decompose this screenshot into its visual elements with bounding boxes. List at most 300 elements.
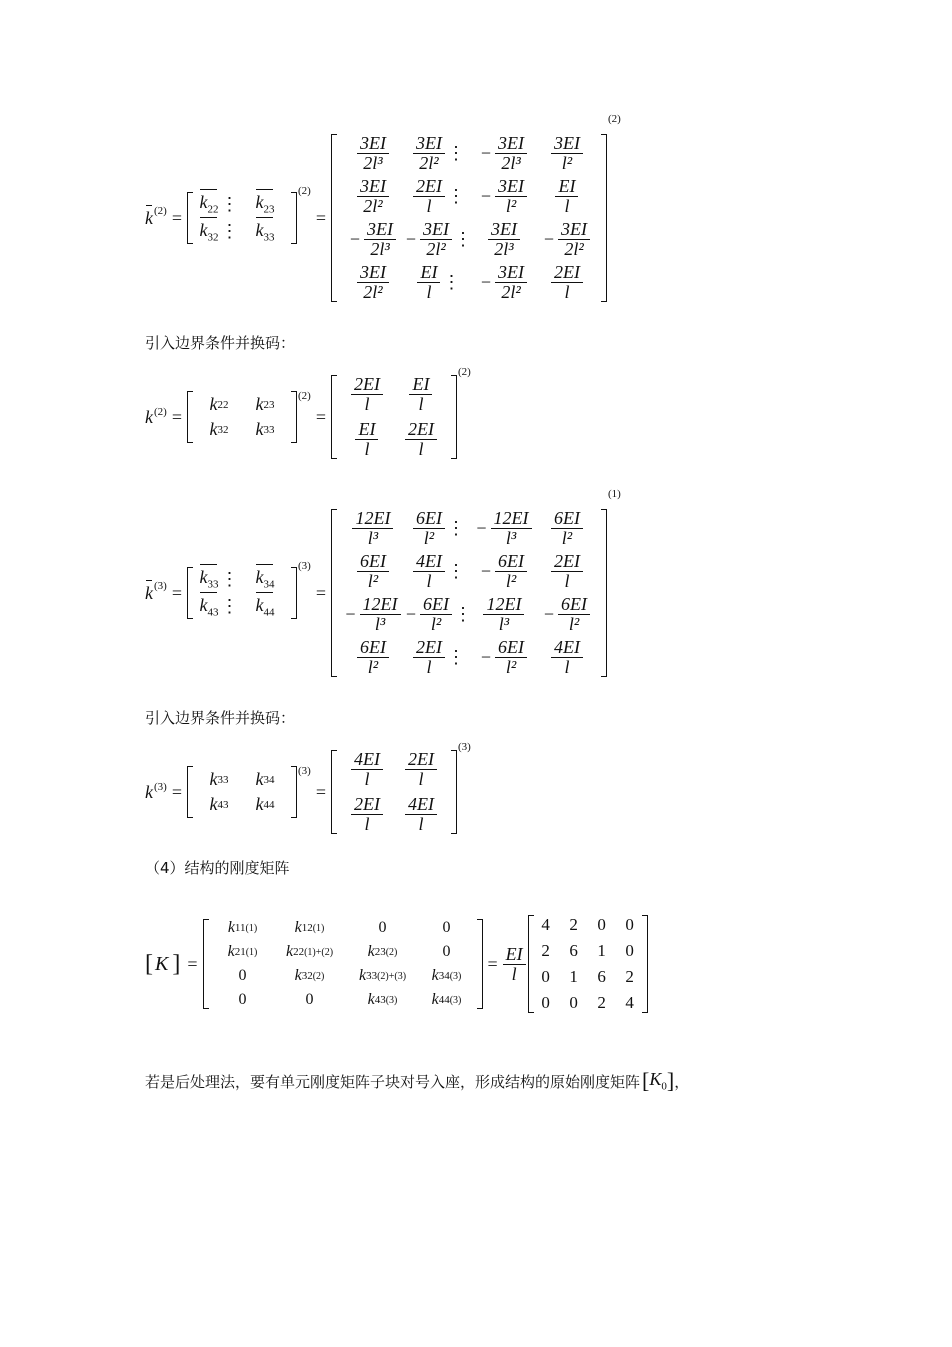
overbar: [256, 217, 273, 218]
matrix-entry: [340, 134, 406, 173]
overbar: [256, 189, 273, 190]
denominator: 2l²: [564, 239, 584, 259]
entry-index: 32: [207, 231, 219, 244]
matrix-entry: [340, 595, 406, 634]
k-letter: k: [209, 394, 218, 414]
denominator: 2l²: [426, 239, 446, 259]
structure-matrix-entry: [274, 967, 346, 985]
k-letter: k: [255, 192, 264, 213]
minus-sign: −: [543, 604, 555, 624]
equals-sign: =: [171, 406, 182, 427]
element-superscript: (2): [385, 946, 398, 958]
partition-dots: ⋮: [446, 143, 465, 163]
k-symbol: k: [145, 781, 153, 802]
element-superscript: (3): [385, 994, 398, 1006]
numerator: 3EI: [420, 220, 452, 240]
numerator: 2EI: [405, 420, 437, 440]
numerator: 6EI: [551, 509, 583, 529]
numerator: EI: [417, 263, 440, 283]
entry-index: 23: [263, 204, 275, 216]
denominator: l²: [561, 153, 573, 173]
numerator: EI: [555, 177, 578, 197]
equation-k2: [145, 366, 471, 468]
minus-sign: −: [480, 272, 492, 292]
denominator: l²: [423, 528, 435, 548]
k-bar-entry: [199, 192, 218, 216]
element-superscript: (1): [312, 922, 325, 934]
K-symbol: K: [155, 952, 169, 975]
entry-index: 34: [263, 773, 275, 786]
minus-sign: −: [405, 604, 417, 624]
reduced-stiffness-matrix: [331, 375, 457, 459]
minus-sign: −: [480, 561, 492, 581]
denominator: l²: [568, 614, 580, 634]
matrix-entry: [340, 552, 406, 591]
minus-sign: −: [476, 518, 487, 538]
numeric-entry: 0: [625, 941, 634, 960]
partition-dots: ⋮: [220, 568, 239, 589]
numerator: 3EI: [357, 263, 389, 283]
matrix-entry: [472, 263, 536, 302]
k-symbol: k: [145, 406, 153, 427]
fraction: [351, 795, 383, 834]
partition-dots: ⋮: [454, 229, 473, 249]
matrix-entry: [536, 552, 598, 591]
partition-dots: ⋮: [446, 647, 465, 667]
minus-sign: −: [405, 229, 417, 249]
element-stiffness-matrix: [331, 134, 607, 302]
symbolic-structure-matrix: [203, 919, 483, 1009]
k-letter: k: [209, 794, 218, 814]
equals-sign: =: [315, 207, 326, 228]
denominator: l: [418, 439, 424, 459]
numerator: 2EI: [351, 375, 383, 395]
sub-block-matrix: [187, 766, 297, 818]
denominator: l: [426, 282, 432, 302]
denominator: l²: [505, 657, 517, 677]
numeric-entry: 2: [569, 915, 578, 934]
numerator: 6EI: [495, 638, 527, 658]
overbar: [200, 592, 217, 593]
matrix-entry: [340, 795, 394, 834]
numerator: 2EI: [405, 750, 437, 770]
fraction: [417, 263, 440, 302]
fraction: [495, 177, 527, 216]
matrix-entry: [472, 220, 536, 259]
numerator: 3EI: [364, 220, 396, 240]
superscript: (3): [154, 781, 167, 793]
entry-index: 22: [207, 204, 219, 216]
fraction: [355, 420, 378, 459]
denominator: l²: [505, 571, 517, 591]
superscript: (2): [297, 390, 311, 402]
k-letter: k: [431, 991, 439, 1008]
k-letter: k: [255, 595, 264, 615]
k-bar-entry: [199, 567, 218, 591]
fraction: [351, 750, 383, 789]
denominator: l³: [505, 528, 517, 548]
sub-block-matrix: [187, 567, 297, 619]
EI-over-l-factor: $\frac{EI}{l}$: [503, 945, 526, 984]
denominator: l²: [561, 528, 573, 548]
element-superscript: (2)+(3): [377, 970, 407, 982]
k-letter: k: [255, 220, 264, 240]
element-superscript: (3): [449, 970, 462, 982]
paragraph-boundary-2: 引入边界条件并换码：: [145, 709, 296, 727]
denominator: l: [564, 571, 570, 591]
matrix-entry: [472, 595, 536, 634]
k-bar-symbol: k: [145, 583, 153, 604]
sub-block-entry: [196, 192, 242, 216]
matrix-entry: [394, 420, 448, 459]
matrix-entry: [406, 220, 472, 259]
numeric-entry: 2: [541, 941, 550, 960]
structure-matrix-entry: [346, 943, 420, 961]
numerator: 3EI: [558, 220, 590, 240]
matrix-entry: [536, 595, 598, 634]
fraction: [495, 552, 527, 591]
denominator: l: [418, 769, 424, 789]
k-letter: k: [199, 567, 208, 588]
fraction: [357, 134, 389, 173]
fraction: [495, 638, 527, 677]
superscript: (2): [154, 406, 167, 418]
matrix-entry: [536, 220, 598, 259]
heading-structure-stiffness: （4）结构的刚度矩阵: [145, 859, 290, 877]
matrix-entry: [340, 638, 406, 677]
numeric-entry: 0: [569, 993, 578, 1012]
partition-dots: ⋮: [220, 193, 239, 214]
denominator: l²: [505, 196, 517, 216]
k-letter: k: [199, 220, 208, 240]
superscript: (3): [297, 560, 311, 572]
denominator: l: [426, 571, 432, 591]
fraction: [420, 220, 452, 259]
k-letter: k: [209, 769, 218, 789]
denominator: l: [364, 814, 370, 834]
numerator: 6EI: [357, 638, 389, 658]
entry-index: 44: [263, 606, 275, 619]
element-superscript: (2): [312, 970, 325, 982]
entry-index: 32: [301, 970, 313, 982]
equation-k3-bar: [145, 488, 621, 698]
partition-dots: ⋮: [442, 272, 461, 292]
numeric-entry: 6: [597, 967, 606, 986]
structure-matrix-entry: [274, 919, 346, 937]
k-letter: k: [199, 192, 208, 213]
structure-matrix-entry: [346, 967, 420, 985]
denominator: l: [418, 394, 424, 414]
denominator: 2l²: [363, 282, 383, 302]
fraction: [357, 177, 389, 216]
k-letter: k: [294, 919, 302, 936]
matrix-entry: [340, 750, 394, 789]
superscript: (2): [154, 205, 167, 217]
overbar: [200, 217, 217, 218]
matrix-entry: [340, 420, 394, 459]
numeric-entry: 0: [597, 915, 606, 934]
fraction: [405, 795, 437, 834]
fraction: [357, 552, 389, 591]
K0-bracket-open: [: [642, 1068, 650, 1093]
equation-structure-K: [145, 906, 648, 1022]
fraction: [558, 595, 590, 634]
fraction: [405, 420, 437, 459]
structure-matrix-entry: 0: [238, 967, 247, 984]
k-letter: k: [294, 967, 302, 984]
numerator: 12EI: [352, 509, 393, 529]
numerator: 3EI: [495, 177, 527, 197]
matrix-entry: [472, 177, 536, 216]
fraction: [558, 220, 590, 259]
k-bar-symbol: k: [145, 208, 153, 229]
fraction: [413, 134, 445, 173]
entry-index: 12: [301, 922, 313, 934]
numerator: 3EI: [357, 134, 389, 154]
denominator: l: [564, 196, 570, 216]
structure-matrix-entry: 0: [238, 991, 247, 1008]
numerator: 4EI: [405, 795, 437, 815]
matrix-entry: [406, 509, 472, 548]
numerator: 4EI: [413, 552, 445, 572]
K-bracket-close: ]: [172, 950, 181, 977]
sub-block-entry: [242, 419, 288, 440]
structure-matrix-entry: [346, 991, 420, 1009]
denominator: l: [418, 814, 424, 834]
k-letter: k: [255, 794, 264, 814]
k-letter: k: [255, 567, 264, 588]
element-superscript: (3): [449, 994, 462, 1006]
matrix-entry: [394, 750, 448, 789]
minus-sign: −: [480, 647, 492, 667]
sub-block-matrix: [187, 192, 297, 244]
superscript: (2): [457, 366, 471, 378]
numerator: 4EI: [351, 750, 383, 770]
numerator: 4EI: [551, 638, 583, 658]
k-letter: k: [227, 943, 235, 960]
numerator: 3EI: [495, 134, 527, 154]
k-letter: k: [199, 595, 208, 615]
k-letter: k: [431, 967, 439, 984]
sub-block-entry: [196, 567, 242, 591]
entry-index: 33: [263, 423, 275, 436]
entry-index: 21: [234, 946, 246, 958]
sub-block-entry: [242, 220, 288, 244]
overbar: [256, 592, 273, 593]
minus-sign: −: [480, 186, 492, 206]
fraction: [364, 220, 396, 259]
partition-dots: ⋮: [220, 221, 239, 242]
k-letter: k: [255, 769, 264, 789]
equals-sign: =: [171, 781, 182, 802]
sub-block-entry: [242, 794, 288, 815]
sub-block-entry: [196, 419, 242, 440]
numeric-entry: 0: [541, 967, 550, 986]
denominator: 2l²: [501, 282, 521, 302]
numerator: 3EI: [413, 134, 445, 154]
superscript: (3): [297, 765, 311, 777]
k-letter: k: [358, 967, 367, 984]
minus-sign: −: [345, 604, 356, 624]
minus-sign: −: [543, 229, 555, 249]
numeric-entry: 4: [541, 915, 550, 934]
fraction: [405, 750, 437, 789]
denominator: 2l³: [370, 239, 390, 259]
numerator: 3EI: [551, 134, 583, 154]
denominator: l: [364, 439, 370, 459]
numerator: 6EI: [413, 509, 445, 529]
entry-index: 22: [217, 398, 229, 411]
fraction: [551, 134, 583, 173]
k-letter: k: [367, 943, 375, 960]
minus-sign: −: [480, 143, 492, 163]
matrix-entry: [340, 220, 406, 259]
matrix-entry: [536, 638, 598, 677]
entry-index: 11: [234, 922, 246, 934]
sub-block-entry: [242, 595, 288, 619]
entry-index: 22: [293, 946, 305, 958]
entry-index: 32: [217, 423, 229, 436]
fraction: [491, 509, 532, 548]
equals-sign: =: [171, 582, 182, 603]
denominator: l²: [367, 571, 379, 591]
superscript: (1): [607, 488, 621, 500]
equals-sign: =: [315, 406, 326, 427]
matrix-entry: [340, 509, 406, 548]
matrix-entry: [406, 638, 472, 677]
element-stiffness-matrix: [331, 509, 607, 677]
sub-block-matrix: [187, 391, 297, 443]
matrix-entry: [340, 177, 406, 216]
numeric-entry: 4: [625, 993, 634, 1012]
fraction: [357, 263, 389, 302]
denominator: l: [564, 282, 570, 302]
numerator: 6EI: [357, 552, 389, 572]
numerator: EI: [355, 420, 378, 440]
entry-index: 33: [263, 231, 275, 244]
numeric-entry: 0: [541, 993, 550, 1012]
K0-bracket-close: ]: [666, 1068, 675, 1093]
structure-matrix-entry: 0: [378, 919, 387, 936]
denominator: l: [426, 657, 432, 677]
k-bar-entry: [255, 567, 274, 591]
denominator: l: [364, 769, 370, 789]
entry-index: 23: [374, 946, 386, 958]
entry-index: 33: [217, 773, 229, 786]
entry-index: 23: [263, 398, 275, 411]
numeric-entry: 1: [569, 967, 578, 986]
numerator: 6EI: [558, 595, 590, 615]
equation-k3: [145, 741, 471, 843]
sub-block-entry: [196, 794, 242, 815]
fraction: [555, 177, 578, 216]
matrix-entry: [472, 552, 536, 591]
structure-matrix-entry: [212, 943, 274, 961]
numerator: 2EI: [413, 638, 445, 658]
overbar: [256, 564, 273, 565]
entry-index: 43: [207, 606, 219, 619]
denominator: l³: [367, 528, 379, 548]
fraction: [413, 552, 445, 591]
denominator: l: [564, 657, 570, 677]
partition-dots: ⋮: [446, 561, 465, 581]
fraction: [413, 177, 445, 216]
equals-sign: =: [171, 207, 182, 228]
matrix-entry: [406, 177, 472, 216]
numerator: 12EI: [483, 595, 524, 615]
matrix-entry: [406, 595, 472, 634]
matrix-entry: [536, 134, 598, 173]
entry-index: 43: [217, 798, 229, 811]
numerator: 2EI: [551, 263, 583, 283]
structure-matrix-entry: [420, 991, 474, 1009]
numerator: 6EI: [495, 552, 527, 572]
k-letter: k: [285, 943, 294, 960]
fraction: [409, 375, 432, 414]
numeric-entry: 1: [597, 941, 606, 960]
numerator: 3EI: [357, 177, 389, 197]
fraction: [551, 552, 583, 591]
fraction: [357, 638, 389, 677]
numerator: 3EI: [495, 263, 527, 283]
element-superscript: (1)+(2): [304, 946, 334, 958]
denominator: l: [426, 196, 432, 216]
entry-index: 44: [263, 798, 275, 811]
sub-block-entry: [196, 595, 242, 619]
denominator: 2l²: [363, 196, 383, 216]
fraction: [551, 509, 583, 548]
matrix-entry: [394, 795, 448, 834]
numeric-entry: 2: [625, 967, 634, 986]
post-processing-text: 若是后处理法，要有单元刚度矩阵子块对号入座，形成结构的原始刚度矩阵: [145, 1072, 641, 1091]
k-bar-entry: [255, 192, 274, 216]
structure-matrix-entry: [212, 919, 274, 937]
partition-dots: ⋮: [220, 596, 239, 617]
matrix-entry: [340, 375, 394, 414]
superscript: (3): [457, 741, 471, 753]
equation-k2-bar: [145, 113, 621, 323]
minus-sign: −: [349, 229, 361, 249]
equals-sign: =: [487, 953, 498, 974]
fraction: [551, 638, 583, 677]
fraction: [352, 509, 393, 548]
structure-matrix-entry: 0: [442, 943, 451, 960]
matrix-entry: [406, 263, 472, 302]
K-bracket-open: [: [145, 950, 153, 977]
denominator: 2l³: [363, 153, 383, 173]
partition-dots: ⋮: [454, 604, 473, 624]
denominator: l²: [367, 657, 379, 677]
fraction: [413, 509, 445, 548]
matrix-entry: [472, 509, 536, 548]
entry-index: 34: [438, 970, 450, 982]
denominator: l²: [430, 614, 442, 634]
fraction: [420, 595, 452, 634]
matrix-entry: [472, 134, 536, 173]
numerator: 12EI: [491, 509, 532, 529]
partition-dots: ⋮: [446, 518, 465, 538]
overbar: [200, 564, 217, 565]
denominator: 2l²: [419, 153, 439, 173]
k-letter: k: [255, 394, 264, 414]
element-superscript: (1): [245, 946, 258, 958]
overbar: [200, 189, 217, 190]
k-bar-entry: [255, 595, 274, 619]
sub-block-entry: [242, 394, 288, 415]
K0-symbol: $K_0$: [649, 1069, 667, 1093]
numeric-entry: 6: [569, 941, 578, 960]
numerator: 6EI: [420, 595, 452, 615]
